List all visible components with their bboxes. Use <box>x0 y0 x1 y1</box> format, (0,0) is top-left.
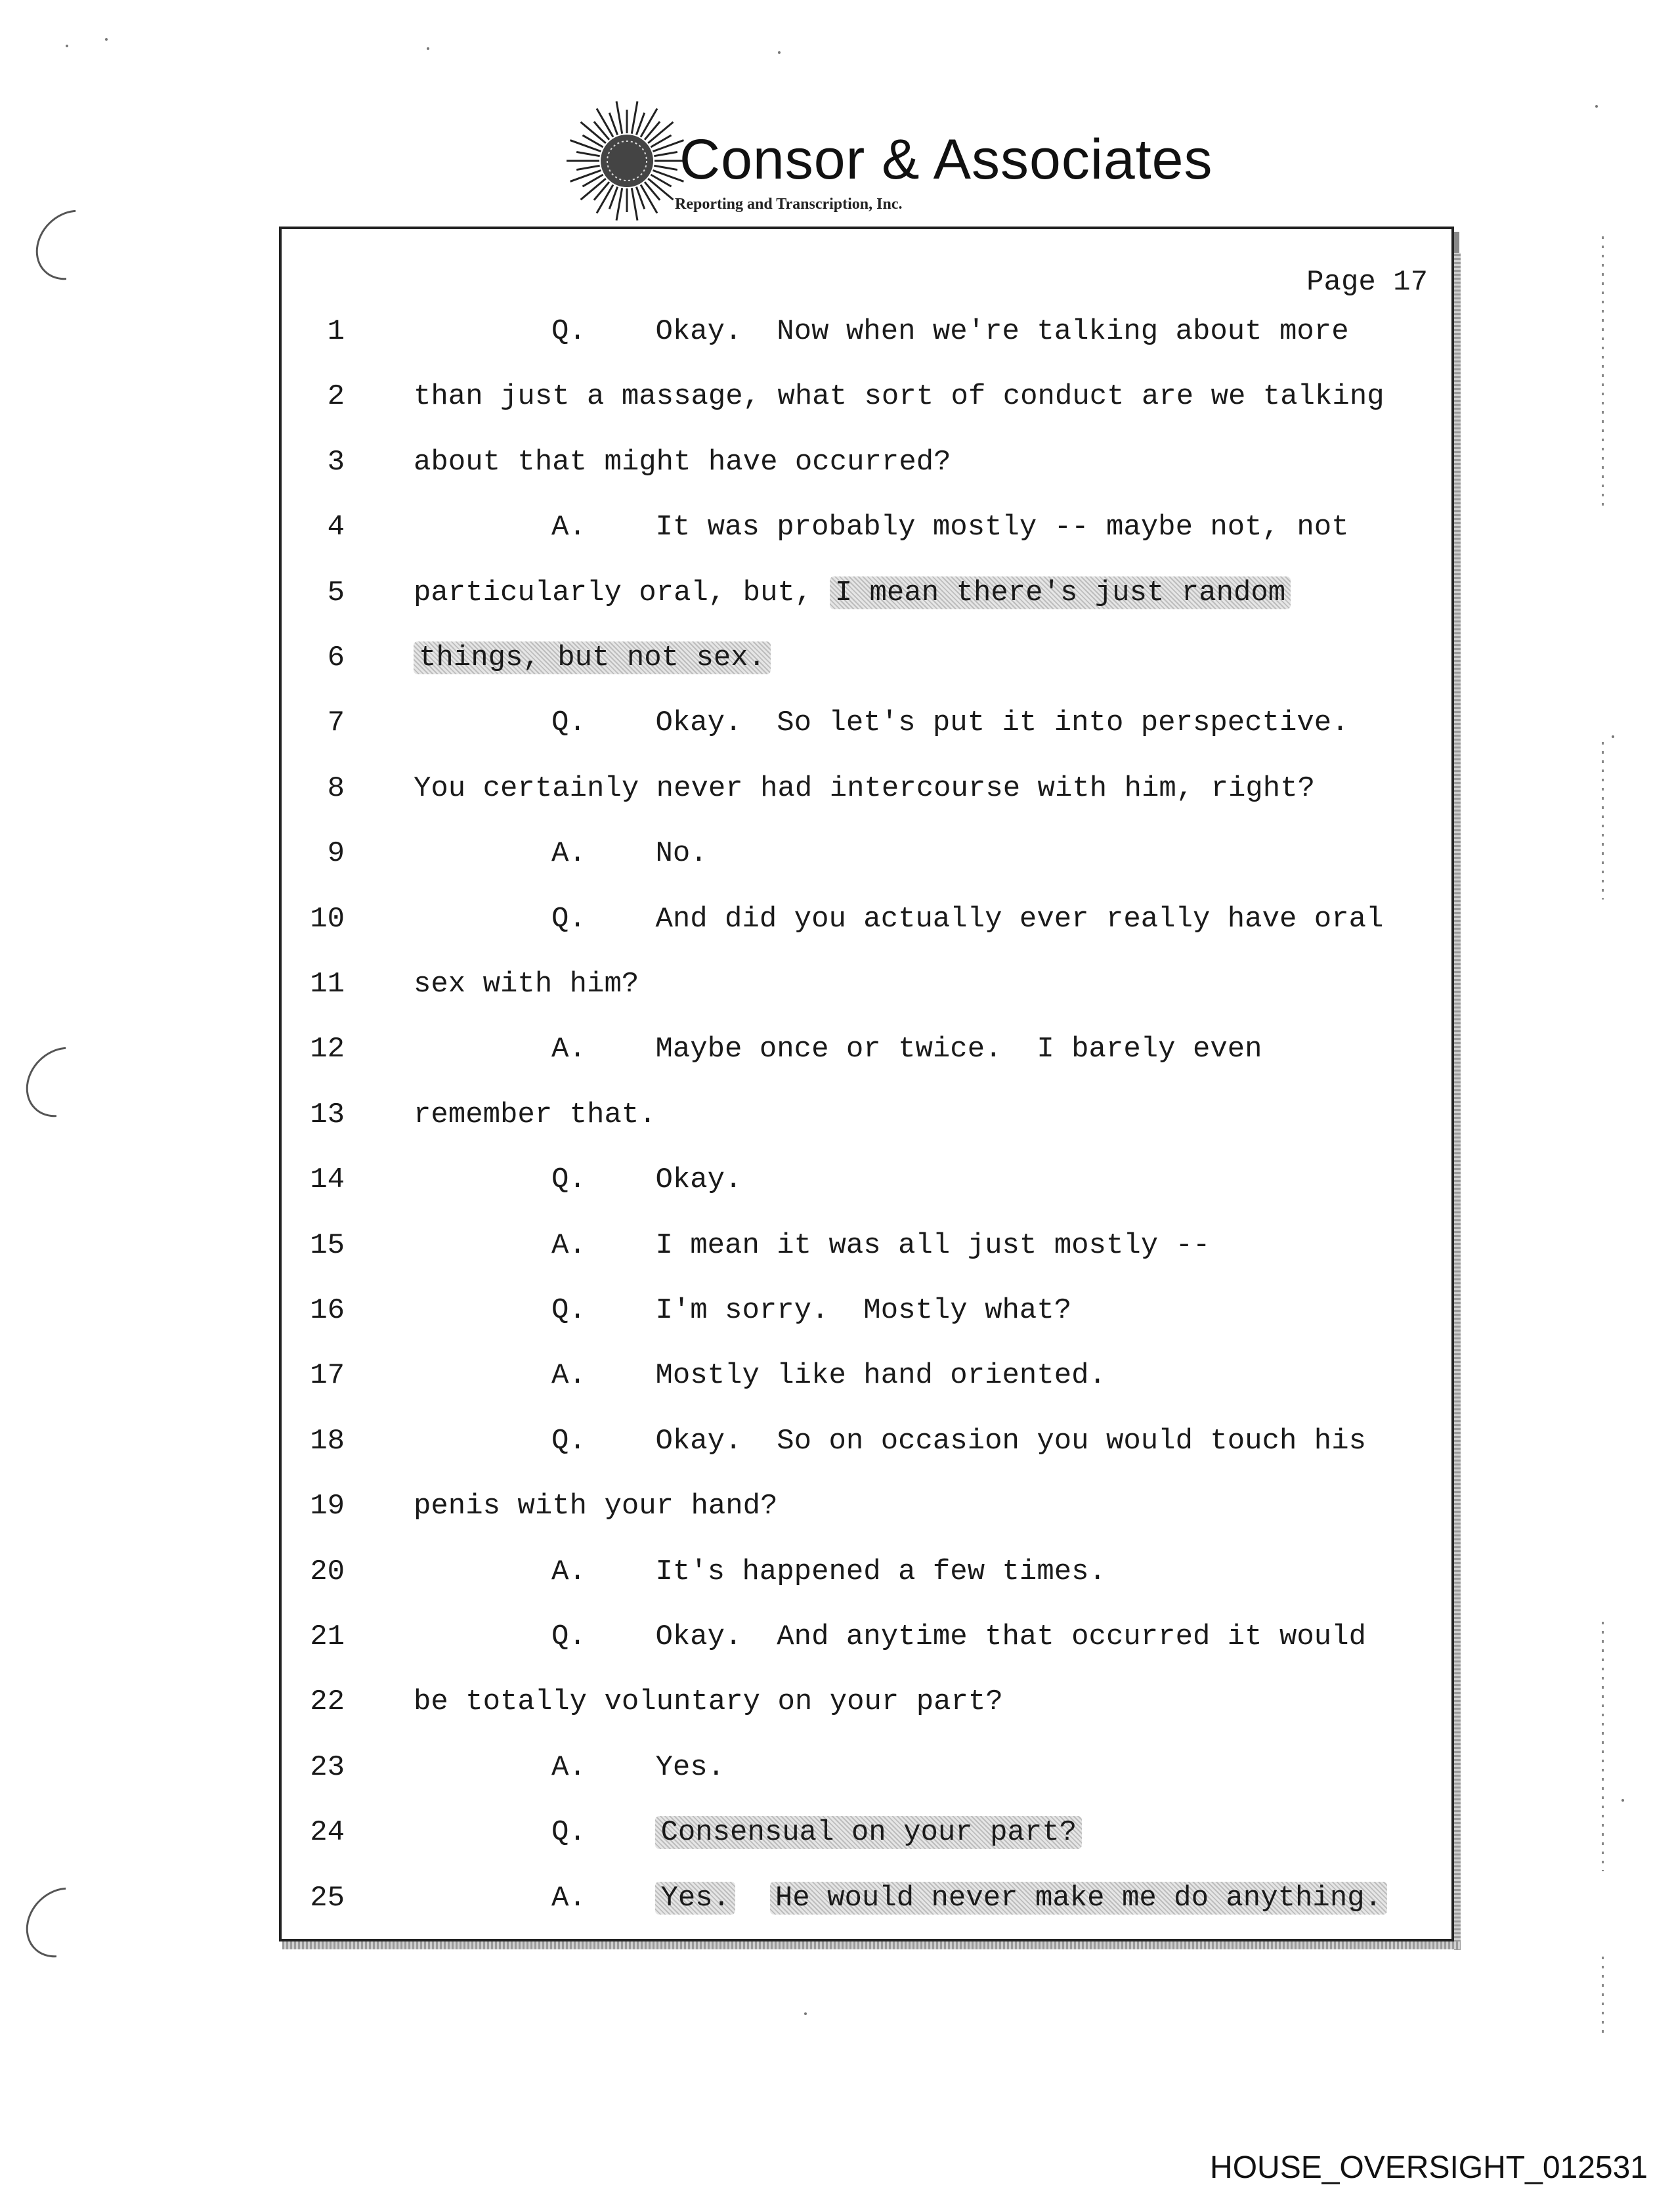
transcript-line <box>0 305 1444 358</box>
scan-speck <box>1612 735 1614 738</box>
text-segment: It was probably mostly -- maybe not, not <box>655 511 1349 544</box>
line-text <box>551 1023 1262 1075</box>
line-number: 14 <box>310 1163 345 1197</box>
speaker-label: Q. <box>551 1294 586 1327</box>
transcript-line <box>0 567 1444 619</box>
line-number: 10 <box>310 902 345 936</box>
line-text <box>414 1676 1003 1728</box>
line-text <box>414 632 771 684</box>
transcript-line <box>0 501 1444 553</box>
line-number: 4 <box>327 511 345 544</box>
line-text <box>414 958 639 1010</box>
line-text <box>551 1284 1071 1337</box>
transcript-line <box>0 1089 1444 1141</box>
text-segment: Mostly like hand oriented. <box>655 1359 1106 1393</box>
line-text <box>551 1415 1366 1467</box>
speaker-label: A. <box>551 1359 586 1393</box>
transcript-line <box>0 1480 1444 1532</box>
line-number: 22 <box>310 1685 345 1719</box>
line-text <box>551 1154 742 1206</box>
transcript-line <box>0 1154 1444 1206</box>
frame-shadow-right <box>1454 253 1461 1950</box>
scan-speck <box>1595 105 1598 108</box>
text-segment: Okay. <box>655 1163 742 1197</box>
page-number: Page 17 <box>1306 266 1428 299</box>
speaker-label: Q. <box>551 1163 586 1197</box>
speaker-label: A. <box>551 1228 586 1262</box>
text-segment: remember that. <box>414 1098 656 1131</box>
line-text <box>551 501 1349 553</box>
scan-edge-marks <box>1602 742 1604 900</box>
text-segment: I mean it was all just mostly -- <box>655 1228 1211 1262</box>
line-text <box>551 827 708 880</box>
speaker-label: A. <box>551 1750 586 1784</box>
transcript-line <box>0 1023 1444 1075</box>
speaker-label: Q. <box>551 1424 586 1458</box>
text-segment: No. <box>655 837 708 871</box>
transcript-line <box>0 1741 1444 1794</box>
scan-speck <box>804 2012 807 2015</box>
scan-speck <box>105 38 108 41</box>
line-number: 17 <box>310 1359 345 1393</box>
transcript-line <box>0 958 1444 1010</box>
line-text <box>551 893 1383 945</box>
transcript-line <box>0 1806 1444 1859</box>
text-segment: particularly oral, but, <box>414 576 830 609</box>
transcript-line <box>0 827 1444 880</box>
company-tagline: Reporting and Transcription, Inc. <box>675 196 903 213</box>
transcript-line <box>0 436 1444 488</box>
transcript-line <box>0 697 1444 749</box>
line-text <box>414 370 1384 423</box>
transcript-line <box>0 893 1444 945</box>
text-segment: Okay. Now when we're talking about more <box>655 315 1349 348</box>
line-number: 8 <box>327 771 345 805</box>
line-text <box>551 697 1349 749</box>
transcript-line <box>0 632 1444 684</box>
text-segment <box>735 1882 770 1915</box>
scan-edge-marks <box>1602 1622 1604 1871</box>
line-number: 5 <box>327 576 345 609</box>
line-text <box>414 436 951 488</box>
frame-shadow-bottom <box>282 1941 1461 1949</box>
text-segment: sex with him? <box>414 968 639 1001</box>
line-text <box>414 1089 656 1141</box>
line-text <box>551 305 1349 358</box>
scan-speck <box>778 51 781 54</box>
text-segment: Maybe once or twice. I barely even <box>655 1033 1262 1066</box>
line-text <box>414 1480 778 1532</box>
speaker-label: A. <box>551 1033 586 1066</box>
line-number: 11 <box>310 968 345 1001</box>
scan-edge-marks <box>1602 236 1604 512</box>
line-text <box>551 1806 1082 1859</box>
line-text <box>551 1349 1106 1402</box>
line-number: 16 <box>310 1294 345 1327</box>
text-segment: Okay. And anytime that occurred it would <box>655 1620 1367 1653</box>
transcript-line <box>0 1611 1444 1663</box>
highlighted-text: He would never make me do anything. <box>770 1882 1387 1915</box>
speaker-label: A. <box>551 1555 586 1588</box>
transcript-line <box>0 370 1444 423</box>
line-number: 12 <box>310 1033 345 1066</box>
sunburst-icon <box>565 98 689 223</box>
line-number: 3 <box>327 445 345 479</box>
speaker-label: A. <box>551 511 586 544</box>
transcript-line <box>0 1219 1444 1272</box>
speaker-label: Q. <box>551 902 586 936</box>
highlighted-text: Yes. <box>655 1882 735 1915</box>
speaker-label: Q. <box>551 315 586 348</box>
scan-speck <box>427 47 429 50</box>
line-number: 15 <box>310 1228 345 1262</box>
line-number: 9 <box>327 837 345 871</box>
scan-speck <box>66 45 68 47</box>
line-text <box>551 1872 1387 1924</box>
bates-number: HOUSE_OVERSIGHT_012531 <box>1210 2150 1648 2185</box>
transcript-line <box>0 1284 1444 1337</box>
text-segment: And did you actually ever really have oral <box>655 902 1384 936</box>
company-name: Consor & Associates <box>679 128 1213 191</box>
line-number: 19 <box>310 1490 345 1523</box>
text-segment: be totally voluntary on your part? <box>414 1685 1003 1719</box>
transcript-line <box>0 1349 1444 1402</box>
line-number: 7 <box>327 706 345 740</box>
scan-speck <box>1621 1799 1624 1802</box>
line-text <box>414 567 1291 619</box>
text-segment: You certainly never had intercourse with him, right? <box>414 771 1316 805</box>
line-text <box>551 1546 1106 1598</box>
text-segment: Okay. So let's put it into perspective. <box>655 706 1349 740</box>
transcript-line <box>0 1415 1444 1467</box>
transcript-line <box>0 762 1444 815</box>
line-number: 6 <box>327 641 345 674</box>
highlighted-text: Consensual on your part? <box>655 1816 1082 1849</box>
binder-hole-mark <box>22 196 120 294</box>
speaker-label: Q. <box>551 1816 586 1850</box>
line-text <box>551 1741 725 1794</box>
scan-edge-marks <box>1602 1957 1604 2035</box>
text-segment: than just a massage, what sort of conduct are we talking <box>414 380 1384 414</box>
line-number: 25 <box>310 1881 345 1915</box>
speaker-label: Q. <box>551 706 586 740</box>
letterhead-logo <box>565 98 1213 230</box>
speaker-label: A. <box>551 837 586 871</box>
text-segment: It's happened a few times. <box>655 1555 1106 1588</box>
line-number: 21 <box>310 1620 345 1653</box>
line-number: 24 <box>310 1816 345 1850</box>
highlighted-text: things, but not sex. <box>414 641 771 674</box>
transcript-line <box>0 1676 1444 1728</box>
line-number: 13 <box>310 1098 345 1131</box>
line-number: 2 <box>327 380 345 414</box>
line-text <box>414 762 1315 815</box>
text-segment: Okay. So on occasion you would touch his <box>655 1424 1367 1458</box>
text-segment: about that might have occurred? <box>414 445 951 479</box>
line-text <box>551 1611 1366 1663</box>
text-segment: Yes. <box>655 1750 725 1784</box>
line-number: 18 <box>310 1424 345 1458</box>
speaker-label: A. <box>551 1881 586 1915</box>
highlighted-text: I mean there's just random <box>830 576 1291 609</box>
transcript-line <box>0 1872 1444 1924</box>
line-number: 23 <box>310 1750 345 1784</box>
line-number: 1 <box>327 315 345 348</box>
line-number: 20 <box>310 1555 345 1588</box>
text-segment: I'm sorry. Mostly what? <box>655 1294 1072 1327</box>
text-segment: penis with your hand? <box>414 1490 778 1523</box>
line-text <box>551 1219 1210 1272</box>
speaker-label: Q. <box>551 1620 586 1653</box>
transcript-line <box>0 1546 1444 1598</box>
